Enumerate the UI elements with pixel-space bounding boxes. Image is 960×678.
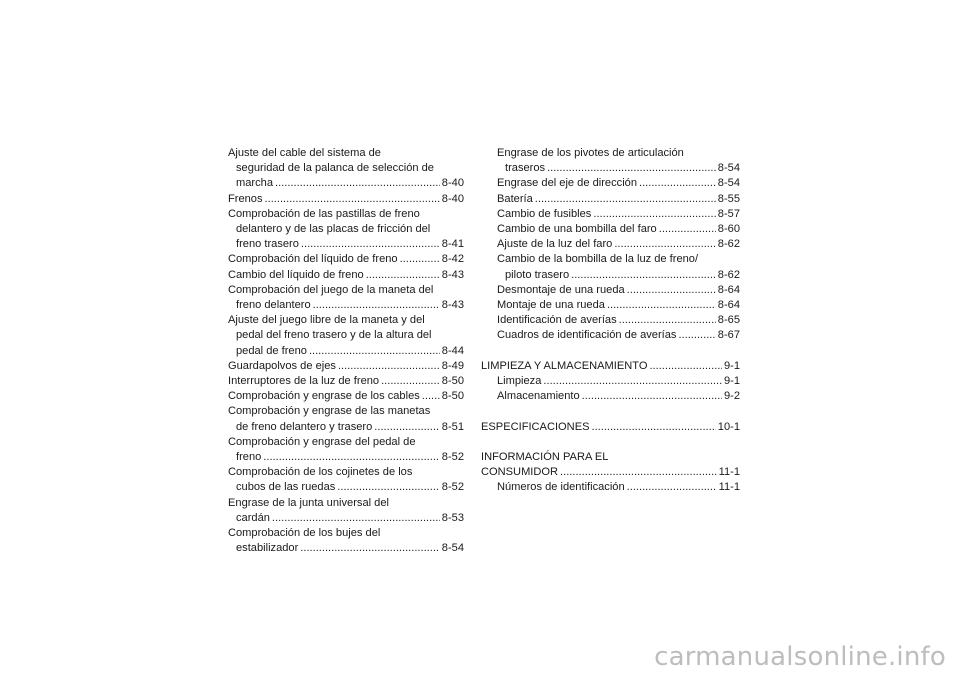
toc-entry-row	[481, 374, 740, 389]
toc-page-number: 8-67	[717, 329, 740, 342]
toc-entry-row	[481, 161, 740, 176]
toc-entry-title: Interruptores de la luz de freno	[228, 375, 380, 388]
toc-entry-row	[228, 268, 464, 283]
toc-entry-title: Identificación de averías	[497, 314, 617, 327]
toc-entry-title: de freno delantero y trasero	[236, 420, 373, 433]
toc-entry-title: CONSUMIDOR	[481, 466, 559, 479]
toc-entry-title: marcha	[236, 177, 273, 190]
toc-entry-title: Cambio de la bombilla de la luz de freno/	[497, 253, 699, 266]
toc-entry-row	[481, 359, 740, 374]
toc-page-number: 8-40	[441, 192, 464, 205]
dot-leader	[422, 389, 440, 404]
toc-entry[interactable]	[481, 389, 740, 404]
toc-page-number: 8-44	[441, 344, 464, 357]
dot-leader	[543, 374, 722, 389]
toc-page-number: 8-62	[717, 238, 740, 251]
dot-leader	[639, 176, 716, 191]
toc-entry-title: Comprobación del juego de la maneta del	[228, 283, 434, 296]
toc-entry[interactable]	[228, 268, 464, 283]
dot-leader	[571, 268, 716, 283]
toc-entry-row	[228, 176, 464, 191]
toc-entry[interactable]	[228, 313, 464, 359]
dot-leader	[400, 252, 440, 267]
toc-page-number: 11-1	[718, 466, 740, 479]
dot-leader	[300, 541, 439, 556]
toc-entry-title: LIMPIEZA Y ALMACENAMIENTO	[481, 359, 648, 372]
dot-leader	[275, 176, 440, 191]
toc-page-number: 8-50	[441, 390, 464, 403]
dot-leader	[338, 359, 440, 374]
section-gap	[481, 344, 740, 359]
dot-leader	[614, 237, 715, 252]
dot-leader	[627, 480, 717, 495]
dot-leader	[619, 313, 716, 328]
toc-entry[interactable]	[228, 283, 464, 313]
toc-entry-row	[481, 237, 740, 252]
toc-entry[interactable]	[481, 176, 740, 191]
toc-entry[interactable]	[228, 252, 464, 267]
toc-entry[interactable]	[228, 435, 464, 465]
toc-entry[interactable]	[228, 404, 464, 434]
toc-entry[interactable]	[481, 450, 740, 480]
toc-entry[interactable]	[228, 146, 464, 192]
toc-page-number: 8-65	[717, 314, 740, 327]
toc-entry-title: Cambio del líquido de freno	[228, 268, 364, 281]
toc-entry[interactable]	[481, 146, 740, 176]
toc-entry-row	[481, 298, 740, 313]
toc-entry-title: Comprobación y engrase de las manetas	[228, 405, 431, 418]
dot-leader	[678, 328, 715, 343]
toc-page-number: 8-57	[717, 207, 740, 220]
dot-leader	[309, 344, 440, 359]
toc-entry-row	[228, 420, 464, 435]
dot-leader	[607, 298, 716, 313]
toc-entry[interactable]	[481, 298, 740, 313]
toc-entry-title: Batería	[497, 192, 533, 205]
toc-page-number: 8-51	[441, 420, 464, 433]
toc-page-number: 8-49	[441, 359, 464, 372]
dot-leader	[337, 480, 439, 495]
toc-entry-row	[228, 480, 464, 495]
toc-entry-title: ESPECIFICACIONES	[481, 420, 590, 433]
toc-entry[interactable]	[228, 192, 464, 207]
toc-page-number: 8-64	[717, 299, 740, 312]
toc-entry[interactable]	[481, 237, 740, 252]
toc-entry-row	[481, 313, 740, 328]
toc-page-number: 8-41	[441, 238, 464, 251]
toc-entry[interactable]	[481, 252, 740, 282]
toc-entry-title: freno delantero	[236, 299, 311, 312]
toc-page-number: 8-62	[717, 268, 740, 281]
toc-entry-row	[481, 268, 740, 283]
dot-leader	[263, 450, 439, 465]
toc-entry-title: cardán	[236, 511, 270, 524]
toc-entry-title: Desmontaje de una rueda	[497, 283, 625, 296]
toc-column-right	[481, 146, 740, 496]
toc-entry-row	[481, 328, 740, 343]
toc-page-number: 8-52	[441, 451, 464, 464]
toc-entry-row	[228, 374, 464, 389]
toc-entry-title: Comprobación de los cojinetes de los	[228, 466, 413, 479]
toc-entry-row	[228, 450, 464, 465]
toc-entry[interactable]	[481, 222, 740, 237]
dot-leader	[560, 465, 717, 480]
dot-leader	[535, 192, 716, 207]
toc-entry-title: Almacenamiento	[497, 390, 580, 403]
toc-entry[interactable]	[481, 313, 740, 328]
toc-entry[interactable]	[228, 207, 464, 253]
toc-entry[interactable]	[228, 359, 464, 374]
dot-leader	[627, 283, 716, 298]
dot-leader	[301, 237, 440, 252]
toc-entry[interactable]	[481, 192, 740, 207]
section-gap	[481, 404, 740, 419]
toc-entry[interactable]	[228, 389, 464, 404]
toc-page-number: 8-54	[717, 162, 740, 175]
toc-entry-row	[228, 541, 464, 556]
dot-leader	[593, 207, 715, 222]
dot-leader	[582, 389, 722, 404]
toc-entry-row	[481, 283, 740, 298]
toc-entry-row	[481, 389, 740, 404]
toc-entry-title: INFORMACIÓN PARA EL	[481, 451, 609, 464]
toc-entry-title: Ajuste de la luz del faro	[497, 238, 613, 251]
toc-entry-row	[228, 298, 464, 313]
toc-page-number: 9-2	[723, 390, 740, 403]
toc-entry-title: Cambio de fusibles	[497, 207, 592, 220]
toc-page-number: 8-43	[441, 299, 464, 312]
toc-entry-title: traseros	[505, 162, 546, 175]
toc-entry-row	[228, 511, 464, 526]
toc-entry-title: freno trasero	[236, 238, 299, 251]
toc-entry-row	[481, 222, 740, 237]
toc-entry[interactable]	[228, 374, 464, 389]
toc-entry-title: Cambio de una bombilla del faro	[497, 223, 657, 236]
toc-entry[interactable]	[481, 328, 740, 343]
toc-page-number: 8-53	[441, 511, 464, 524]
toc-page-number: 8-50	[441, 375, 464, 388]
dot-leader	[659, 222, 716, 237]
toc-page-number: 8-54	[441, 542, 464, 555]
toc-entry-title: Guardapolvos de ejes	[228, 359, 336, 372]
toc-page-number: 8-42	[441, 253, 464, 266]
toc-entry[interactable]	[228, 526, 464, 556]
toc-entry[interactable]	[481, 374, 740, 389]
toc-column-left	[228, 146, 464, 556]
toc-page-number: 8-55	[717, 192, 740, 205]
dot-leader	[313, 298, 440, 313]
toc-entry-title: Comprobación y engrase de los cables	[228, 390, 420, 403]
toc-entry-title: freno	[236, 451, 262, 464]
dot-leader	[592, 420, 716, 435]
toc-entry-title: estabilizador	[236, 542, 299, 555]
toc-entry-title: Frenos	[228, 192, 263, 205]
toc-entry[interactable]	[228, 496, 464, 526]
toc-entry[interactable]	[481, 359, 740, 374]
dot-leader	[547, 161, 716, 176]
toc-entry[interactable]	[481, 283, 740, 298]
toc-entry-row	[228, 252, 464, 267]
toc-entry-title: Comprobación de las pastillas de freno	[228, 207, 420, 220]
toc-entry[interactable]	[481, 480, 740, 495]
toc-entry-title: Comprobación del líquido de freno	[228, 253, 398, 266]
toc-entry-title: Engrase del eje de dirección	[497, 177, 637, 190]
toc-entry-row	[228, 389, 464, 404]
toc-entry-title: cubos de las ruedas	[236, 481, 336, 494]
dot-leader	[272, 511, 440, 526]
toc-entry-title: Comprobación de los bujes del	[228, 527, 381, 540]
toc-entry[interactable]	[481, 420, 740, 435]
toc-entry-title: Montaje de una rueda	[497, 299, 605, 312]
toc-page-number: 10-1	[717, 420, 740, 433]
toc-page-number: 11-1	[718, 481, 740, 494]
toc-entry-title: Ajuste del juego libre de la maneta y del	[228, 314, 425, 327]
section-gap	[481, 435, 740, 450]
toc-entry-title: pedal de freno	[236, 344, 307, 357]
toc-entry-title: delantero y de las placas de fricción del	[236, 223, 431, 236]
toc-entry-title: Números de identificación	[497, 481, 625, 494]
toc-page-number: 8-64	[717, 283, 740, 296]
dot-leader	[265, 192, 440, 207]
toc-entry-row	[481, 420, 740, 435]
toc-entry-title: Ajuste del cable del sistema de	[228, 147, 381, 159]
toc-entry[interactable]	[481, 207, 740, 222]
toc-entry-row	[481, 207, 740, 222]
toc-entry-title: Engrase de la junta universal del	[228, 496, 389, 509]
toc-entry-row	[481, 480, 740, 495]
toc-entry-title: piloto trasero	[505, 268, 570, 281]
toc-page-number: 8-43	[441, 268, 464, 281]
toc-entry-title: seguridad de la palanca de selección de	[236, 162, 434, 175]
toc-page-number: 8-54	[717, 177, 740, 190]
toc-entry-title: Limpieza	[497, 375, 542, 388]
toc-page-number: 9-1	[723, 375, 740, 388]
toc-entry-title: Engrase de los pivotes de articulación	[497, 147, 684, 159]
toc-entry[interactable]	[228, 465, 464, 495]
toc-entry-row	[481, 192, 740, 207]
dot-leader	[381, 374, 440, 389]
toc-page-number: 8-52	[441, 481, 464, 494]
toc-entry-row	[228, 237, 464, 252]
toc-entry-row	[481, 176, 740, 191]
toc-entry-title: Cuadros de identificación de averías	[497, 329, 677, 342]
toc-entry-row	[481, 465, 740, 480]
toc-page-number: 8-40	[441, 177, 464, 190]
toc-entry-title: pedal del freno trasero y de la altura del	[236, 329, 432, 342]
dot-leader	[649, 359, 721, 374]
toc-entry-title: Comprobación y engrase del pedal de	[228, 435, 416, 448]
toc-page-number: 9-1	[723, 359, 740, 372]
toc-page-number: 8-60	[717, 223, 740, 236]
toc-entry-row	[228, 359, 464, 374]
watermark: carmanualsonline.info	[654, 642, 946, 672]
toc-entry-row	[228, 344, 464, 359]
dot-leader	[374, 420, 439, 435]
dot-leader	[366, 268, 440, 283]
toc-entry-row	[228, 192, 464, 207]
